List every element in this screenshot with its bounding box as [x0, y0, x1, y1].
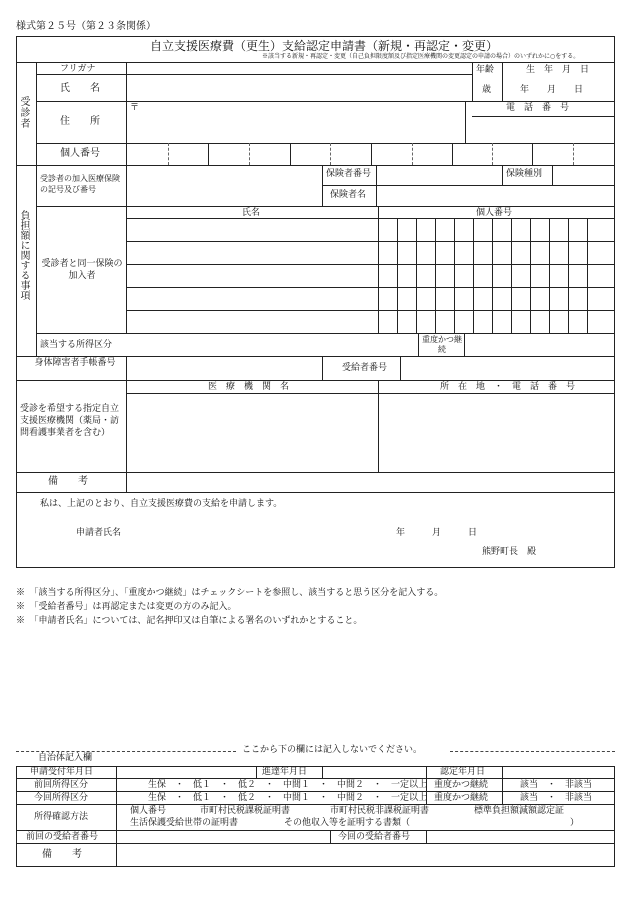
patient-section-label: 受診者: [18, 96, 29, 129]
prev-severe-label: 重度かつ継続: [434, 780, 489, 790]
prev-applicable-options[interactable]: 該当 ・ 非該当: [520, 780, 593, 790]
verify-welfare-cert[interactable]: 生活保護受給世帯の証明書: [130, 818, 239, 828]
institution-address-header: 所 在 地 ・ 電 話 番 号: [440, 382, 576, 392]
verify-other-docs[interactable]: その他収入等を証明する書類（: [284, 818, 411, 828]
note-2: ※ 「受給者番号」は再認定または変更の方のみ記入。: [16, 602, 237, 612]
birth-date-field[interactable]: 年 月 日: [520, 85, 584, 95]
institution-address-field[interactable]: [380, 395, 614, 471]
form-number: 様式第２５号（第２３条関係）: [16, 21, 156, 32]
prev-income-options[interactable]: 生保 ・ 低１ ・ 低２ ・ 中間１ ・ 中間２ ・ 一定以上: [148, 780, 428, 790]
insurer-name-label: 保険者名: [330, 190, 367, 200]
burden-section-label: 負担額に関する事項: [18, 210, 29, 300]
verify-reduction-cert[interactable]: 標準負担額減額認定証: [474, 806, 565, 816]
office-remarks-label: 備 考: [42, 849, 82, 860]
verify-personal-no[interactable]: 個人番号: [130, 806, 167, 816]
note-1: ※ 「該当する所得区分」、「重度かつ継続」はチェックシートを参照し、該当すると思う区分を記入する。: [16, 588, 444, 598]
recipient-no-label: 受給者番号: [342, 363, 388, 373]
phone-field[interactable]: [467, 118, 613, 142]
insurance-number-field[interactable]: [128, 167, 320, 205]
received-date-label: 申請受付年月日: [30, 767, 94, 777]
prev-recipient-label: 前回の受給者番号: [26, 832, 99, 842]
declaration-text: 私は、上記のとおり、自立支援医療費の支給を申請します。: [40, 499, 283, 509]
income-class-label: 該当する所得区分: [40, 340, 113, 350]
prev-income-label: 前回所得区分: [34, 780, 89, 790]
furigana-field[interactable]: [128, 63, 470, 74]
insurance-type-field[interactable]: [554, 166, 614, 184]
mayor-address: 熊野町長 殿: [482, 547, 537, 557]
divider-left: [16, 751, 236, 752]
age-unit: 歳: [482, 85, 492, 95]
application-date[interactable]: 年 月 日: [396, 528, 478, 538]
disability-handbook-field[interactable]: [128, 358, 320, 378]
remarks-label: 備 考: [48, 476, 88, 487]
institution-name-field[interactable]: [128, 395, 376, 471]
member-name-fields[interactable]: [128, 220, 376, 332]
insurer-no-label: 保険者番号: [326, 169, 372, 179]
verify-other-close: ）: [570, 818, 580, 828]
member-name-header: 氏名: [242, 208, 261, 218]
applicant-name-field[interactable]: [130, 524, 380, 540]
address-field[interactable]: [128, 103, 464, 142]
institution-name-header: 医 療 機 関 名: [208, 382, 290, 392]
verify-tax-cert[interactable]: 市町村民税課税証明書: [200, 806, 291, 816]
postal-mark: 〒: [130, 103, 140, 113]
address-label: 住 所: [60, 116, 100, 127]
insurer-name-field[interactable]: [378, 187, 614, 205]
phone-label: 電 話 番 号: [506, 103, 570, 113]
applicant-label: 申請者氏名: [76, 528, 122, 538]
progress-date-label: 進達年月日: [262, 767, 308, 777]
recipient-no-field[interactable]: [402, 358, 614, 378]
disability-handbook-label: 身体障害者手帳番号: [34, 358, 116, 368]
name-field[interactable]: [128, 76, 470, 100]
member-personal-header: 個人番号: [476, 208, 513, 218]
curr-income-options[interactable]: 生保 ・ 低１ ・ 低２ ・ 中間１ ・ 中間２ ・ 一定以上: [148, 793, 428, 803]
verify-label: 所得確認方法: [34, 812, 89, 822]
furigana-label: フリガナ: [60, 64, 96, 74]
divider-right: [450, 751, 615, 752]
age-label: 年齢: [476, 65, 495, 75]
divider-text: ここから下の欄には記入しないでください。: [242, 745, 423, 755]
severe-label: 重度かつ継続: [422, 335, 462, 354]
form-title: 自立支援医療費（更生）支給認定申請書（新規・再認定・変更）: [150, 39, 499, 53]
approved-date-label: 認定年月日: [440, 767, 486, 777]
insurer-no-field[interactable]: [378, 166, 500, 184]
insurance-label: 受診者の加入医療保険の記号及び番号: [40, 174, 120, 194]
remarks-field[interactable]: [128, 474, 614, 491]
curr-income-label: 今回所得区分: [34, 793, 89, 803]
name-label: 氏 名: [60, 83, 100, 94]
personal-no-label: 個人番号: [60, 148, 100, 159]
curr-recipient-label: 今回の受給者番号: [338, 832, 411, 842]
curr-severe-label: 重度かつ継続: [434, 793, 489, 803]
note-3: ※ 「申請者氏名」については、記名押印又は自筆による署名のいずれかとすること。: [16, 616, 363, 626]
insurance-type-label: 保険種別: [506, 169, 543, 179]
verify-nontax-cert[interactable]: 市町村民税非課税証明書: [330, 806, 430, 816]
office-title: 自治体記入欄: [38, 753, 93, 763]
same-insurance-label: 受診者と同一保険の加入者: [41, 259, 123, 282]
form-note: ※該当する新規・再認定・変更（自己負担限度額及び指定医療機関の変更認定の申請の場合）のいずれかに○をする。: [262, 53, 580, 60]
birth-label: 生 年 月 日: [526, 65, 590, 75]
income-class-field[interactable]: [128, 335, 416, 355]
institution-label: 受診を希望する指定自立支援医療機関（薬局・訪問看護事業者を含む）: [20, 404, 120, 439]
severe-field[interactable]: [466, 335, 614, 355]
curr-applicable-options[interactable]: 該当 ・ 非該当: [520, 793, 593, 803]
